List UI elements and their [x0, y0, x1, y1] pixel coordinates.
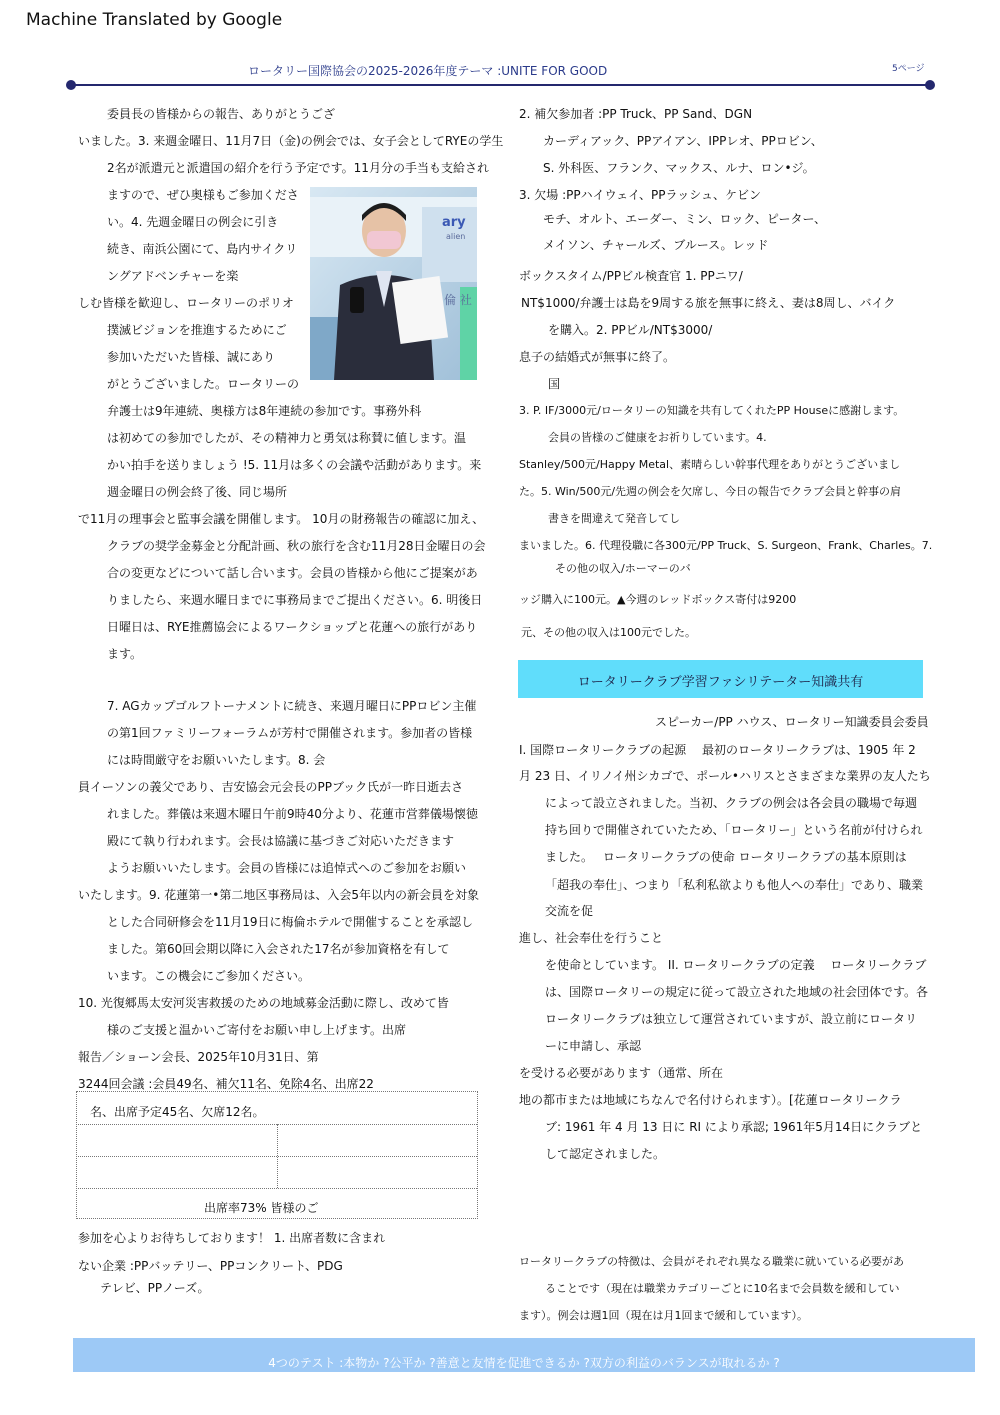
left-line: 10. 光復郷馬太安河災害救援のための地域募金活動に際し、改めて皆	[78, 996, 449, 1010]
left-line: ますので、ぜひ奥様もご参加くださ	[107, 188, 299, 202]
right-line: 国	[548, 377, 561, 391]
right-line: 3. 欠場 :PPハイウェイ、PPラッシュ、ケビン	[519, 188, 762, 202]
left-line: 殿にて執り行われます。会長は協議に基づきご対応いただきます	[107, 834, 455, 848]
header-title: ロータリー国際協会の2025-2026年度テーマ :UNITE FOR GOOD	[248, 64, 608, 78]
left-line: がとうございました。ロータリーの	[107, 377, 300, 391]
attendance-rate: 出席率73% 皆様のご	[204, 1201, 319, 1215]
right-line: メイソン、チャールズ、ブルース。レッド	[543, 238, 769, 252]
left-line: で11月の理事会と監事会議を開催します。 10月の財務報告の確認に加え、	[78, 512, 485, 526]
left-line: 弁護士は9年連続、奥様方は8年連続の参加です。事務外科	[107, 404, 422, 418]
right-line: 書きを間違えて発音してし	[548, 512, 680, 525]
left-line: は初めての参加でしたが、その精神力と勇気は称賛に値します。温	[107, 431, 467, 445]
header-rule	[70, 84, 932, 86]
photo-banner-small-text: alien	[446, 232, 466, 241]
left-line: 参加いただいた皆様、誠にあり	[107, 350, 276, 364]
right-line: ることです（現在は職業カテゴリーごとに10名まで会員数を緩和してい	[545, 1282, 900, 1295]
right-line: ロータリークラブの特徴は、会員がそれぞれ異なる職業に就いている必要があ	[519, 1255, 904, 1268]
left-line: テレビ、PPノーズ。	[100, 1281, 210, 1295]
left-line: ようお願いいたします。会員の皆様には追悼式へのご参加をお願い	[107, 861, 467, 875]
left-line: 日曜日は、RYE推薦協会によるワークショップと花蓮への旅行があり	[107, 620, 478, 634]
speaker-line: スピーカー/PP ハウス、ロータリー知識委員会委員	[655, 715, 929, 729]
table-row-text: 名、出席予定45名、欠席12名。	[90, 1105, 265, 1119]
right-line: 3. P. IF/3000元/ロータリーの知識を共有してくれたPP Houseに感謝します。	[519, 404, 905, 417]
left-line: 2名が派遣元と派遣国の紹介を行う予定です。11月分の手当も支給され	[107, 161, 489, 175]
left-line: 合の変更などについて話し合います。会員の皆様から他にご提案があ	[107, 566, 478, 580]
right-line: 息子の結婚式が無事に終了。	[519, 350, 676, 364]
right-line: を受ける必要があります（通常、所在	[519, 1066, 724, 1080]
section-banner	[518, 660, 923, 698]
right-line: 2. 補欠参加者 :PP Truck、PP Sand、DGN	[519, 107, 753, 121]
header-rule-left-dot	[66, 80, 76, 90]
right-line: カーディアック、PPアイアン、IPPレオ、PPロビン、	[543, 134, 823, 148]
right-line: Stanley/500元/Happy Metal、素晴らしい幹事代理をありがとうございまし	[519, 458, 901, 471]
right-line: は、国際ロータリーの規定に従って設立された地域の社会団体です。各	[545, 985, 929, 999]
left-line: 週金曜日の例会終了後、同じ場所	[107, 485, 288, 499]
footer-banner	[73, 1338, 975, 1372]
right-line: 持ち回りで開催されていたため、「ロータリー」という名前が付けられ	[545, 823, 923, 837]
right-line: を購入。2. PPビル/NT$3000/	[548, 323, 713, 337]
right-line: ッジ購入に100元。▲今週のレッドボックス寄付は9200	[519, 593, 797, 606]
page-number: 5ページ	[892, 64, 925, 74]
left-line: りましたら、来週水曜日までに事務局までご提出ください。6. 明後日	[107, 593, 483, 607]
footer-four-way-test: 4つのテスト :本物か ?公平か ?善意と友情を促進できるか ?双方の利益のバランスが取れるか ?	[268, 1356, 780, 1370]
right-line: モチ、オルト、エーダー、ミン、ロック、ピーター、	[543, 212, 826, 226]
right-line: 会員の皆様のご健康をお祈りしています。4.	[548, 431, 767, 444]
right-line: た。5. Win/500元/先週の例会を欠席し、今日の報告でクラブ会員と幹事の肩	[519, 485, 902, 498]
left-line: い。4. 先週金曜日の例会に引き	[107, 215, 279, 229]
left-line: 委員長の皆様からの報告、ありがとうござ	[107, 107, 336, 121]
left-line: 続き、南浜公園にて、島内サイクリ	[107, 242, 298, 256]
left-line: の第1回ファミリーフォーラムが芳村で開催されます。参加者の皆様	[107, 726, 473, 740]
right-line: 進し、社会奉仕を行うこと	[519, 931, 664, 945]
left-line: 様のご支援と温かいご寄付をお願い申し上げます。出席	[107, 1023, 407, 1037]
table-rule	[76, 1188, 477, 1189]
translator-note: Machine Translated by Google	[26, 10, 283, 30]
right-line: して認定されました。	[545, 1147, 666, 1161]
left-line: います。この機会にご参加ください。	[107, 969, 311, 983]
right-line: 元、その他の収入は100元でした。	[521, 626, 696, 639]
right-line: ます）。例会は週1回（現在は月1回まで緩和しています）。	[519, 1309, 808, 1322]
photo-banner-text-2: 倫 社	[444, 293, 472, 307]
left-line: 員イーソンの義父であり、吉安協会元会長のPPブック氏が一昨日逝去さ	[78, 780, 464, 794]
left-line: いました。3. 来週金曜日、11月7日（金)の例会では、女子会としてRYEの学生	[78, 134, 504, 148]
left-line: 報告／ショーン会長、2025年10月31日、第	[78, 1050, 319, 1064]
left-line: ングアドベンチャーを楽	[107, 269, 239, 283]
right-line: I. 国際ロータリークラブの起源 最初のロータリークラブは、1905 年 2	[519, 743, 916, 757]
left-line: 7. AGカップゴルフトーナメントに続き、来週月曜日にPPロビン主催	[107, 699, 477, 713]
right-line: ブ: 1961 年 4 月 13 日に RI により承認; 1961年5月14日にクラブと	[545, 1120, 923, 1134]
right-line: S. 外科医、フランク、マックス、ルナ、ロン•ジ。	[543, 161, 815, 175]
left-line: には時間厳守をお願いいたします。8. 会	[107, 753, 326, 767]
right-line: 地の都市または地域にちなんで名付けられます）。[花蓮ロータリークラ	[519, 1093, 902, 1107]
right-line: 交流を促	[545, 904, 594, 918]
left-line: ました。第60回会期以降に入会された17名が参加資格を有して	[107, 942, 450, 956]
left-line: 撲滅ビジョンを推進するためにご	[107, 323, 287, 337]
left-line: いたします。9. 花蓮第一•第二地区事務局は、入会5年以内の新会員を対象	[78, 888, 480, 902]
left-line: れました。葬儀は来週木曜日午前9時40分より、花蓮市営葬儀場懐徳	[107, 807, 478, 821]
right-line: を使命としています。 II. ロータリークラブの定義 ロータリークラブ	[545, 958, 927, 972]
header-rule-right-dot	[925, 80, 935, 90]
right-line: ーに申請し、承認	[545, 1039, 642, 1053]
right-line: 月 23 日、イリノイ州シカゴで、ポール•ハリスとさまざまな業界の友人たち	[519, 769, 931, 783]
left-line: 3244回会議 :会員49名、補欠11名、免除4名、出席22	[78, 1077, 374, 1091]
right-line: ました。 ロータリークラブの使命 ロータリークラブの基本原則は	[545, 850, 907, 864]
right-line: 「超我の奉仕」、つまり「私利私欲よりも他人への奉仕」であり、職業	[545, 878, 924, 892]
right-line: まいました。6. 代理役職に各300元/PP Truck、S. Surgeon、Frank、Charles。7.	[519, 539, 933, 552]
right-line: NT$1000/弁護士は島を9周する旅を無事に終え、妻は8周し、バイク	[521, 296, 896, 310]
speaker-photo	[310, 187, 477, 380]
right-line: ボックスタイム/PPビル検査官 1. PPニワ/	[519, 269, 743, 283]
left-line: クラブの奨学金募金と分配計画、秋の旅行を含む11月28日金曜日の会	[107, 539, 486, 553]
right-line: その他の収入/ホーマーのバ	[555, 562, 691, 575]
table-divider	[277, 1124, 278, 1188]
left-line: しむ皆様を歓迎し、ロータリーのポリオ	[78, 296, 294, 310]
right-line: ロータリークラブは独立して運営されていますが、設立前にロータリ	[545, 1012, 918, 1026]
left-line: かい拍手を送りましょう !5. 11月は多くの会議や活動があります。来	[107, 458, 482, 472]
left-line: 参加を心よりお待ちしております！ 1. 出席者数に含まれ	[78, 1231, 386, 1245]
left-line: ます。	[107, 647, 143, 661]
section-banner-title: ロータリークラブ学習ファシリテーター知識共有	[577, 675, 864, 690]
right-line: によって設立されました。当初、クラブの例会は各会員の職場で毎週	[545, 796, 918, 810]
left-line: ない企業 :PPバッテリー、PPコンクリート、PDG	[78, 1259, 343, 1273]
left-line: とした合同研修会を11月19日に梅倫ホテルで開催することを承認し	[107, 915, 473, 929]
photo-banner-text: ary	[442, 215, 466, 230]
